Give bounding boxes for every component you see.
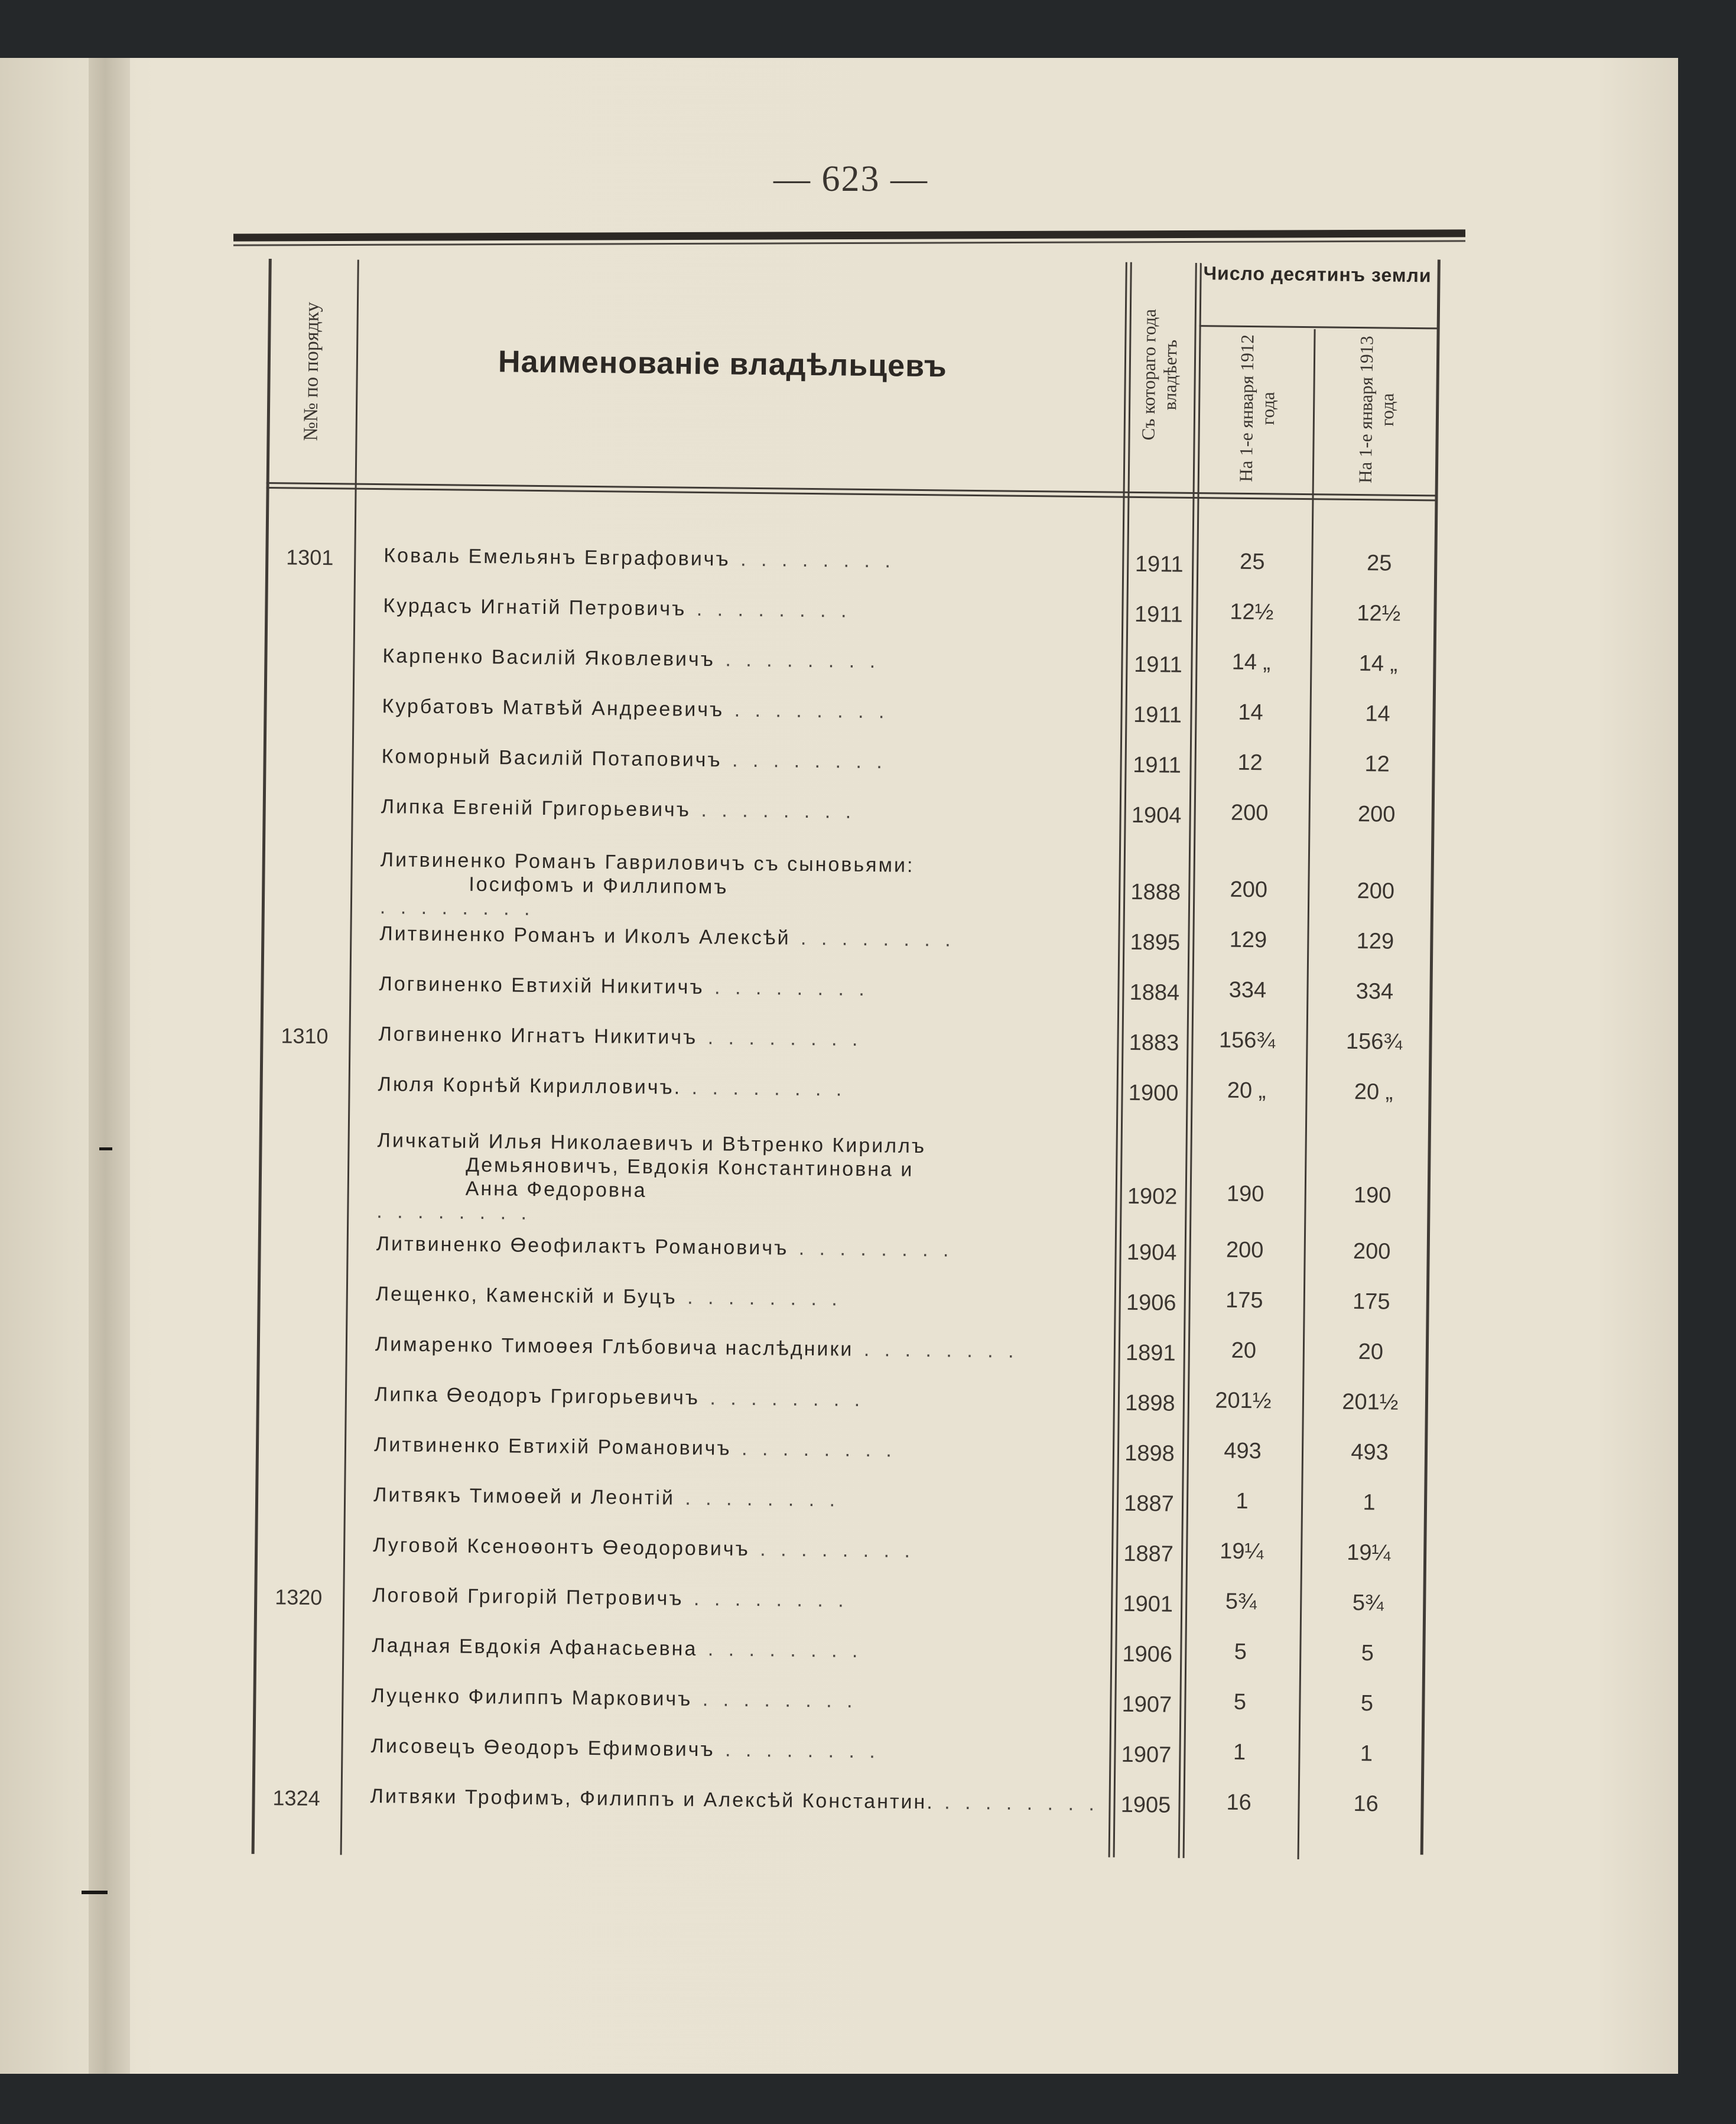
owner-since-year: 1907 (1121, 1692, 1172, 1718)
owner-name-text: Лимаренко Тимоөея Глѣбовича наслѣдники (375, 1333, 854, 1361)
leader-dots: . . . . . . . . (724, 698, 889, 723)
area-1912: 1 (1236, 1488, 1249, 1514)
owner-name-text: Лещенко, Каменскій и Буцъ (375, 1283, 677, 1309)
leader-dots: . . . . . . . . (379, 896, 535, 920)
owner-since-year: 1911 (1134, 551, 1184, 577)
header-year-col: Съ котораго года владѣетъ (1137, 308, 1181, 441)
row-number (262, 923, 350, 924)
owner-name (376, 1282, 1114, 1314)
leader-dots: . . . . . . . . (699, 1387, 865, 1411)
area-1913: 1 (1360, 1741, 1373, 1767)
area-1912: 129 (1229, 927, 1267, 953)
row-number (264, 695, 353, 697)
owner-name-text: Коваль Емельянъ Евграфовичъ (383, 544, 730, 571)
leader-dots: . . . . . . . . (749, 1537, 915, 1562)
owner-name (383, 594, 1121, 626)
owner-name-text: Ладная Евдокія Афанасьевна (372, 1634, 698, 1660)
area-1913: 201½ (1342, 1389, 1399, 1415)
row-number (262, 873, 351, 874)
owner-name (379, 972, 1117, 1004)
area-1912: 5¾ (1225, 1589, 1257, 1615)
owner-name (379, 922, 1118, 954)
area-1913: 5¾ (1352, 1590, 1384, 1616)
owner-since-year: 1887 (1124, 1491, 1175, 1517)
table-row (258, 1281, 1428, 1316)
owner-name-text: Литвиненко Өеофилактъ Романовичъ (376, 1232, 789, 1260)
owner-since-year: 1891 (1125, 1340, 1176, 1366)
table-row (261, 971, 1431, 1006)
area-1912: 156¾ (1218, 1027, 1276, 1053)
area-1912: 12 (1237, 750, 1263, 776)
owner-since-year: 1905 (1120, 1792, 1171, 1818)
table-row (258, 1231, 1428, 1266)
area-1913: 200 (1357, 802, 1396, 827)
owner-name (381, 795, 1120, 827)
table-row (265, 593, 1435, 627)
table-row (261, 1021, 1431, 1056)
owner-name (371, 1684, 1110, 1716)
table-row (263, 793, 1433, 828)
leader-dots: . . . . . . . . (704, 976, 870, 1001)
row-number (253, 1735, 342, 1736)
row-number (258, 1283, 346, 1284)
owner-since-year: 1898 (1124, 1440, 1175, 1466)
owner-name-text: Липка Өеодоръ Григорьевичъ (374, 1383, 700, 1410)
owner-name-text: Литвяки Трофимъ, Филиппъ и Алексѣй Константин. (370, 1785, 934, 1814)
header-number-col: №№ по порядку (300, 301, 323, 441)
area-1912: 200 (1230, 800, 1269, 826)
table-row (253, 1733, 1423, 1768)
area-1913: 5 (1360, 1691, 1374, 1716)
owner-name-text: Луговой Ксеноөонтъ Өеодоровичъ (373, 1534, 750, 1560)
column-divider (340, 260, 359, 1855)
area-1912: 5 (1234, 1639, 1247, 1665)
owner-name (373, 1483, 1112, 1515)
leader-dots: . . . . . . . . (714, 1738, 880, 1763)
leader-dots: . . . . . . . . (686, 597, 851, 622)
leader-dots: . . . . . . . . (853, 1338, 1019, 1362)
area-1913: 156¾ (1345, 1029, 1403, 1055)
leader-dots: . . . . . . . . (376, 1200, 532, 1224)
column-divider (1108, 262, 1127, 1858)
owner-name (373, 1533, 1111, 1565)
leader-dots: . . . . . . . . (730, 548, 896, 573)
owner-since-year: 1898 (1124, 1390, 1175, 1416)
owner-name (382, 694, 1120, 726)
owner-since-year: 1902 (1127, 1183, 1178, 1209)
row-number (256, 1434, 344, 1435)
header-area-group: Число десятинъ земли (1203, 262, 1432, 287)
area-1913: 5 (1361, 1641, 1374, 1666)
owner-name-text: Литвиненко Романъ Гавриловичъ съ сыновьями: (380, 848, 915, 877)
header-name-col: Наименованіе владѣльцевъ (498, 344, 948, 384)
leader-dots: . . . . . . . . (790, 926, 955, 951)
owner-name (370, 1734, 1109, 1766)
owner-since-year: 1904 (1126, 1240, 1177, 1266)
table-row (259, 1127, 1429, 1224)
row-number (256, 1384, 345, 1385)
leader-dots: . . . . . . . . (721, 749, 887, 773)
area-1912: 5 (1233, 1689, 1247, 1715)
owner-name-text: Литвиненко Евтихій Романовичъ (373, 1433, 732, 1460)
area-1912: 19¼ (1219, 1538, 1264, 1564)
table-row (255, 1482, 1425, 1517)
owner-name-continuation: Демьяновичъ, Евдокія Константиновна и Анна Федоровна (465, 1153, 914, 1202)
owner-name (376, 1128, 1116, 1231)
owner-since-year: 1888 (1130, 879, 1181, 905)
row-number: 1310 (281, 1023, 329, 1049)
area-1912: 14 „ (1231, 649, 1271, 675)
owner-name (378, 1022, 1117, 1054)
owner-name-text: Логвиненко Евтихій Никитичъ (379, 972, 704, 999)
area-1913: 129 (1356, 928, 1394, 954)
area-1912: 16 (1226, 1790, 1251, 1816)
row-number: 1324 (272, 1785, 320, 1811)
owner-since-year: 1906 (1122, 1641, 1173, 1667)
owner-since-year: 1911 (1133, 752, 1182, 778)
leader-dots: . . . . . . . . (731, 1437, 897, 1462)
area-1913: 175 (1352, 1289, 1390, 1315)
area-1913: 493 (1351, 1439, 1389, 1465)
owner-since-year: 1911 (1133, 652, 1183, 678)
area-1913: 12½ (1357, 600, 1401, 626)
leader-dots: . . . . . . . . (788, 1237, 954, 1261)
owner-name-text: Литвиненко Романъ и Иколъ Алексѣй (379, 922, 791, 949)
leader-dots: . . . . . . . . (677, 1286, 843, 1310)
area-1912: 14 (1238, 700, 1263, 726)
row-number (255, 1484, 344, 1485)
table-row (255, 1582, 1425, 1617)
area-1912: 190 (1226, 1181, 1264, 1207)
owner-since-year: 1883 (1129, 1030, 1179, 1056)
area-1913: 16 (1353, 1791, 1379, 1817)
area-1912: 175 (1225, 1287, 1263, 1313)
table-row (256, 1432, 1426, 1466)
leader-dots: . . . . . . . . (714, 648, 880, 673)
area-1913: 200 (1357, 878, 1395, 904)
binding-mark (99, 1147, 112, 1150)
area-1913: 14 „ (1358, 651, 1398, 676)
leader-dots: . . . . . . . . (697, 1026, 863, 1050)
owner-name-text: Липка Евгеній Григорьевичъ (381, 795, 691, 821)
owner-since-year: 1901 (1123, 1591, 1173, 1617)
row-number (258, 1233, 347, 1234)
area-1913: 334 (1355, 978, 1394, 1004)
table-row (254, 1632, 1424, 1667)
area-1913: 20 (1358, 1339, 1384, 1365)
owner-name (372, 1583, 1111, 1615)
row-number (265, 595, 354, 596)
owner-name (375, 1383, 1113, 1414)
row-number (261, 973, 350, 974)
owner-name-text: Лисовецъ Өеодоръ Ефимовичъ (370, 1735, 715, 1761)
header-area-1912: На 1-е января 1912 года (1235, 334, 1279, 482)
column-divider (1178, 263, 1197, 1858)
table-row (252, 1783, 1422, 1818)
area-1913: 1 (1363, 1490, 1376, 1515)
table-row (260, 1071, 1430, 1106)
owner-name-text: Логовой Григорій Петровичъ (372, 1584, 684, 1610)
owner-since-year: 1904 (1131, 802, 1182, 828)
table-row (264, 693, 1434, 728)
owner-name-text: Луценко Филиппъ Марковичъ (371, 1684, 693, 1710)
owner-name (374, 1433, 1113, 1465)
owner-since-year: 1911 (1133, 702, 1182, 728)
owner-name-text: Литвякъ Тимоөей и Леонтій (373, 1484, 675, 1510)
row-number (253, 1685, 342, 1686)
land-owners-table (251, 247, 1439, 1881)
owner-name (381, 744, 1120, 776)
owner-since-year: 1906 (1126, 1290, 1176, 1316)
leader-dots: . . . . . . . . (681, 1076, 847, 1101)
area-1912: 493 (1224, 1438, 1262, 1464)
table-row (266, 542, 1436, 577)
table-row (262, 847, 1432, 920)
area-1913: 12 (1364, 752, 1390, 777)
owner-name (376, 1232, 1115, 1264)
leader-dots: . . . . . . . . (690, 798, 856, 823)
owner-name (380, 848, 1119, 927)
owner-since-year: 1887 (1123, 1541, 1174, 1567)
area-1913: 14 (1365, 701, 1390, 727)
owner-since-year: 1911 (1134, 601, 1183, 627)
row-number (259, 1177, 347, 1178)
area-1912: 334 (1228, 977, 1267, 1003)
owner-name (372, 1634, 1110, 1666)
owner-name (375, 1332, 1114, 1364)
owner-name-continuation: Іосифомъ и Филлипомъ (469, 873, 729, 899)
table-row (264, 743, 1433, 778)
row-number (254, 1635, 343, 1636)
leader-dots: . . . . . . . . (934, 1791, 1100, 1816)
area-1912: 200 (1225, 1237, 1264, 1263)
area-1912: 20 „ (1227, 1078, 1266, 1104)
area-1912: 20 (1231, 1338, 1257, 1364)
owner-name-text: Личкатый Илья Николаевичъ и Вѣтренко Кириллъ (377, 1129, 926, 1158)
row-number (260, 1074, 349, 1075)
owner-name-text: Логвиненко Игнатъ Никитичъ (378, 1023, 698, 1049)
area-1912: 200 (1230, 877, 1268, 903)
owner-name-text: Коморный Василій Потаповичъ (381, 745, 722, 772)
row-number (257, 1333, 346, 1335)
owner-since-year: 1884 (1129, 980, 1180, 1006)
leader-dots: . . . . . . . . (692, 1687, 857, 1712)
table-row (255, 1532, 1425, 1567)
area-1912: 201½ (1215, 1388, 1272, 1414)
area-1913: 200 (1353, 1238, 1391, 1264)
owner-since-year: 1895 (1130, 929, 1181, 955)
table-row (256, 1381, 1426, 1416)
row-number (255, 1534, 343, 1536)
area-1912: 1 (1233, 1739, 1246, 1765)
header-area-1913: На 1-е января 1913 года (1354, 336, 1398, 484)
owner-name (378, 1072, 1116, 1104)
leader-dots: . . . . . . . . (683, 1587, 849, 1612)
owner-name (382, 644, 1121, 676)
book-gutter (89, 58, 130, 2074)
row-number (263, 796, 352, 797)
table-row (257, 1331, 1427, 1366)
row-number (265, 645, 353, 646)
area-1912: 25 (1239, 549, 1265, 575)
area-1913: 25 (1366, 551, 1392, 576)
owner-name-text: Карпенко Василій Яковлевичъ (382, 645, 716, 671)
owner-since-year: 1900 (1128, 1080, 1179, 1106)
row-number: 1320 (275, 1585, 323, 1610)
owner-since-year: 1907 (1121, 1742, 1172, 1768)
leader-dots: . . . . . . . . (674, 1487, 840, 1511)
row-number (264, 746, 352, 747)
row-number: 1301 (286, 545, 334, 570)
page-number: — 623 — (773, 159, 928, 199)
area-1913: 19¼ (1346, 1540, 1391, 1566)
owner-name-text: Курбатовъ Матвѣй Андреевичъ (382, 695, 724, 721)
owner-name-text: Курдасъ Игнатій Петровичъ (383, 594, 687, 620)
area-1912: 12½ (1230, 599, 1274, 625)
owner-name-text: Люля Корнѣй Кирилловичъ. (378, 1073, 682, 1099)
table-row (265, 643, 1435, 678)
owner-name (383, 544, 1122, 575)
binding-mark (82, 1891, 108, 1894)
owner-name (370, 1784, 1108, 1816)
area-1913: 20 „ (1354, 1079, 1393, 1105)
leader-dots: . . . . . . . . (697, 1637, 863, 1663)
area-1913: 190 (1353, 1182, 1392, 1208)
table-row (253, 1683, 1423, 1718)
